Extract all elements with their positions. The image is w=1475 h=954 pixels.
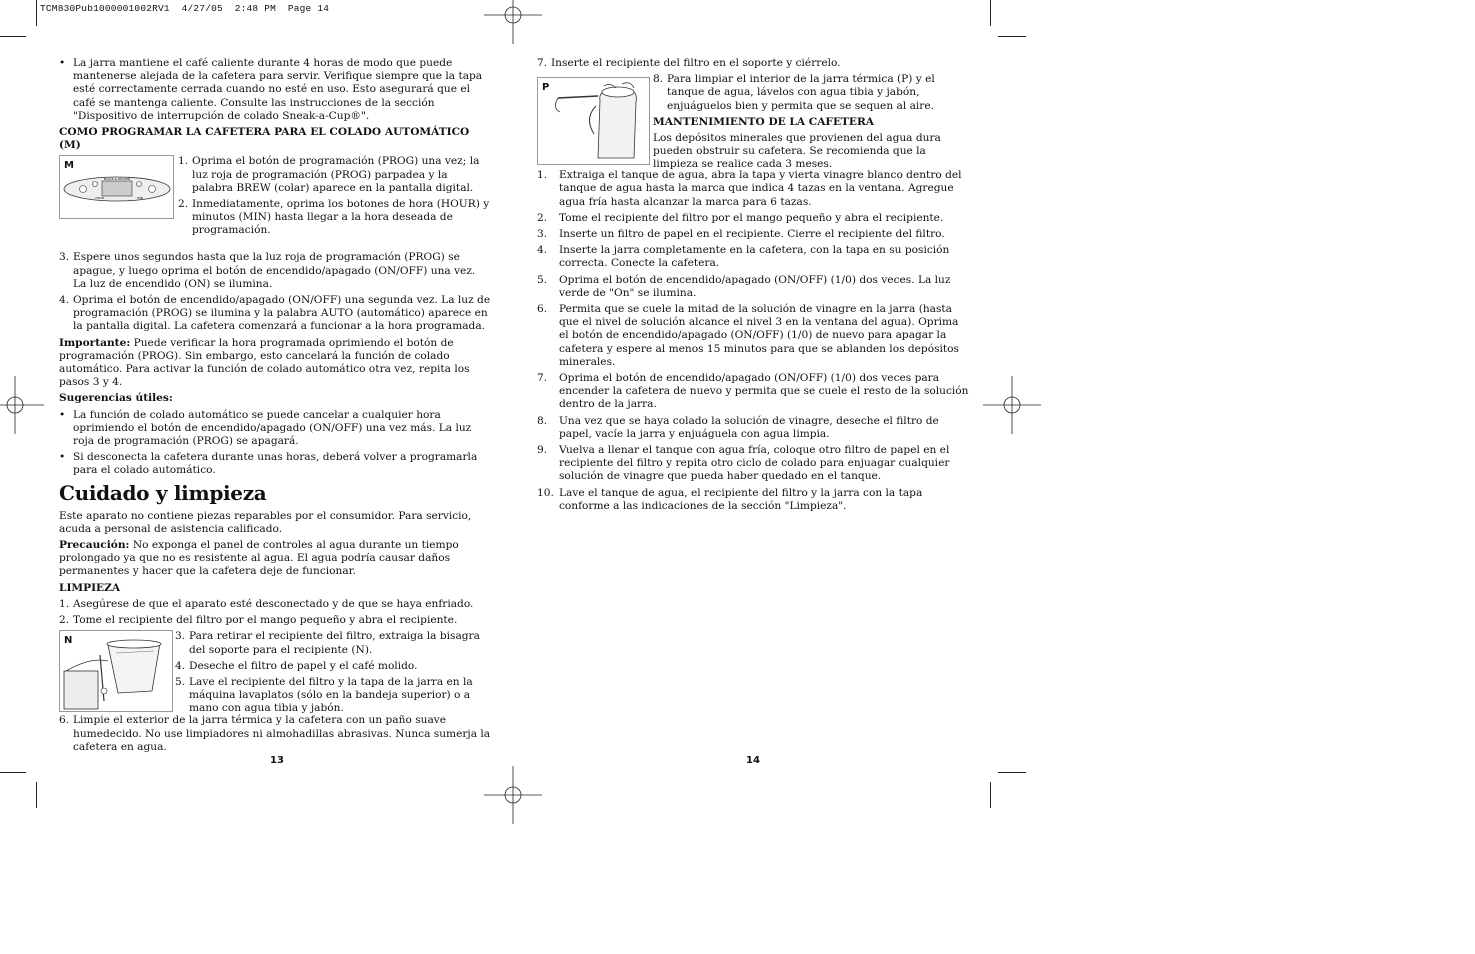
registration-mark-icon [484,0,542,44]
list-item: • La jarra mantiene el café caliente durante 4 horas de modo que puede mantenerse alejada de la cafetera para servir. Verifique siempre que la tapa esté correctamente cerrada cuando no esté en uso. Esto asegurará que el café se mantenga caliente. Consulte las instrucciones de la sección "Dispositivo de interrupción de colado Sneak-a-Cup®". [59,57,483,122]
figure-m-panel: M BLACK & DECKER HOUR MIN [59,155,174,219]
list-item: • La función de colado automático se puede cancelar a cualquier hora oprimiendo el botón de encendido/apagado (ON/OFF) una vez más. La luz roja de programación (PROG) se apagará. [59,408,472,448]
list-item: 1. Extraiga el tanque de agua, abra la tapa y vierta vinagre blanco dentro del tanque de agua hasta la marca que indica 4 tazas en la ventana. Agregue agua fría hasta alcanzar la marca para 6 tazas. [537,169,962,208]
registration-mark-icon [983,376,1041,434]
list-item: 9. Vuelva a llenar el tanque con agua fría, coloque otro filtro de papel en el recipiente del filtro y repita otro ciclo de colado para enjuagar cualquier solución de vinagre que pueda haber quedado en el tanque. [537,444,950,483]
list-item: 1. Asegúrese de que el aparato esté desconectado y de que se haya enfriado. [59,597,474,610]
list-item: 7. Oprima el botón de encendido/apagado (ON/OFF) (1/0) dos veces para encender la cafetera de nuevo y permita que se cuele el resto de la solución dentro de la jarra. [537,372,969,411]
list-item: 10. Lave el tanque de agua, el recipiente del filtro y la jarra con la tapa conforme a las indicaciones de la sección "Limpieza". [537,486,923,512]
crop-mark [0,36,26,37]
crop-mark [998,36,1026,37]
crop-mark [0,772,26,773]
important-note: Importante: Puede verificar la hora programada oprimiendo el botón de programación (PROG). Sin embargo, esto cancelará la función de colado automático. Para activar la función de colado automático otra vez, repita los pasos 3 y 4. [59,336,470,389]
control-panel-brand: BLACK & DECKER [103,177,131,182]
caution-note: Precaución: No exponga el panel de controles al agua durante un tiempo prolongado ya que no es resistente al agua. El agua podría causar daños permanentes y hacer que la cafetera deje de funcionar. [59,539,459,578]
registration-mark-icon [0,376,44,434]
list-item: 2. Tome el recipiente del filtro por el mango pequeño y abra el recipiente. [537,211,944,224]
programming-steps-1-2 [178,155,490,240]
cleaning-heading: LIMPIEZA [59,581,121,594]
figure-p-carafe: P [537,77,650,165]
crop-mark [990,782,991,808]
crop-mark [998,772,1026,773]
list-item: 2. Tome el recipiente del filtro por el mango pequeño y abra el recipiente. [59,614,458,627]
right-page-column [537,57,969,516]
cleaning-steps-3-5 [175,630,491,718]
list-item: 4. Inserte la jarra completamente en la cafetera, con la tapa en su posición correcta. Conecte la cafetera. [537,244,950,270]
page-number-left: 13 [270,755,284,766]
figure-p-row [537,73,969,169]
crop-mark [990,0,991,26]
maintenance-intro-block [653,73,969,174]
control-panel-hour-label: HOUR [95,196,105,201]
figure-m-row [59,155,491,251]
list-item: 8. Una vez que se haya colado la solución de vinagre, deseche el filtro de papel, vacíe la jarra y enjuáguela con agua limpia. [537,414,939,440]
intro-bullet-text: La jarra mantiene el café caliente durante 4 horas de modo que puede mantenerse alejada de la cafetera para servir. Verifique siempre que la tapa esté correctamente cerrada cuando no esté en uso. Esto asegurará que el café se mantenga caliente. Consulte las instrucciones de la sección "Dispositivo de interrupción de colado Sneak-a-Cup®". [73,57,483,122]
list-item: 3. Para retirar el recipiente del filtro, extraiga la bisagra del soporte para el recipiente (N). [175,630,480,656]
list-item: 4. Oprima el botón de encendido/apagado (ON/OFF) una segunda vez. La luz de programación (PROG) se ilumina y la palabra AUTO (automático) aparece en la pantalla digital. La cafetera comenzará a funcionar a la hora programada. [59,294,491,333]
tips-heading: Sugerencias útiles: [59,392,173,405]
figure-n-row [59,630,491,714]
print-header: TCM830Pub1000001002RV1 4/27/05 2:48 PM Page 14 [40,3,330,14]
list-item: 5. Lave el recipiente del filtro y la tapa de la jarra en la máquina lavaplatos (sólo en la bandeja superior) o a mano con agua tibia y jabón. [175,675,473,715]
care-intro: Este aparato no contiene piezas reparables por el consumidor. Para servicio, acuda a personal de asistencia calificado. [59,509,472,535]
list-item: 1. Oprima el botón de programación (PROG) una vez; la luz roja de programación (PROG) parpadea y la palabra BREW (colar) aparece en la pantalla digital. [178,155,480,194]
crop-mark [36,782,37,808]
registration-mark-icon [484,766,542,824]
list-item: 5. Oprima el botón de encendido/apagado (ON/OFF) (1/0) dos veces. La luz verde de "On" se ilumina. [537,273,951,299]
list-item: 3. Espere unos segundos hasta que la luz roja de programación (PROG) se apague, y luego oprima el botón de encendido/apagado (ON/OFF) una vez. La luz de encendido (ON) se ilumina. [59,251,476,290]
list-item: 8. Para limpiar el interior de la jarra térmica (P) y el tanque de agua, lávelos con agua tibia y jabón, enjuáguelos bien y permita que se sequen al aire. [653,73,935,112]
left-page-column [59,57,491,757]
maintenance-intro: Los depósitos minerales que provienen del agua dura pueden obstruir su cafetera. Se recomienda que la limpieza se realice cada 3 meses. [653,132,941,171]
figure-n-filter: N [59,630,173,712]
page-number-right: 14 [746,755,760,766]
maintenance-heading: MANTENIMIENTO DE LA CAFETERA [653,115,874,128]
list-item: 3. Inserte un filtro de papel en el recipiente. Cierre el recipiente del filtro. [537,228,945,241]
control-panel-icon [60,156,173,218]
list-item: 6. Limpie el exterior de la jarra térmica y la cafetera con un paño suave humedecido. No use limpiadores ni almohadillas abrasivas. Nunca sumerja la cafetera en agua. [59,714,491,753]
carafe-washing-icon [538,78,649,164]
list-item: 7. Inserte el recipiente del filtro en el soporte y ciérrelo. [537,57,841,69]
crop-mark [36,0,37,26]
control-panel-min-label: MIN [137,196,143,201]
list-item: • Si desconecta la cafetera durante unas horas, deberá volver a programarla para el colado automático. [59,451,478,477]
section-heading-programming: COMO PROGRAMAR LA CAFETERA PARA EL COLADO AUTOMÁTICO (M) [59,126,470,152]
list-item: 4. Deseche el filtro de papel y el café molido. [175,659,418,672]
care-section-title: Cuidado y limpieza [59,480,267,505]
list-item: 6. Permita que se cuele la mitad de la solución de vinagre en la jarra (hasta que el nivel de solución alcance el nivel 3 en la ventana del agua). Oprima el botón de encendido/apagado (ON/OFF) (1/0) de nuevo para apagar la cafetera y espere al menos 15 minutos para que se ablanden los depósitos minerales. [537,303,959,368]
list-item: 2. Inmediatamente, oprima los botones de hora (HOUR) y minutos (MIN) hasta llegar a la hora deseada de programación. [178,198,490,237]
filter-basket-icon [60,631,172,711]
